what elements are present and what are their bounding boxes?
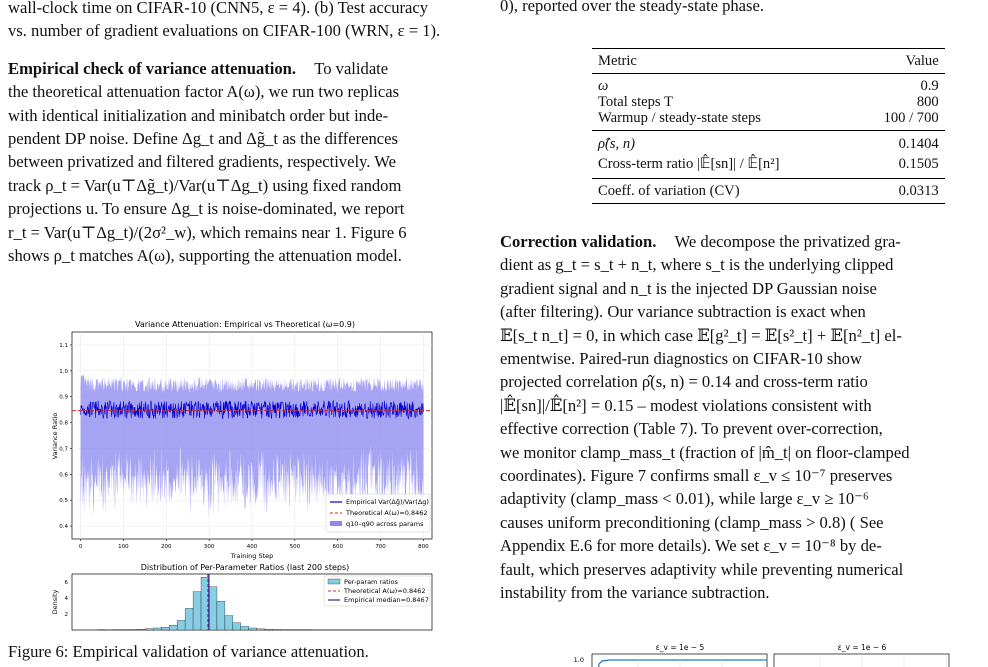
- chart2-bar: [225, 616, 233, 630]
- chart2-bar: [193, 592, 201, 630]
- table-header-metric: Metric: [598, 53, 637, 69]
- chart1-legend: [326, 494, 430, 532]
- chart1-ytick-label: 1.1: [59, 342, 68, 349]
- section-title: Empirical check of variance attenuation.: [8, 58, 297, 78]
- chart2-bar: [249, 628, 257, 630]
- chart1-ytick-label: 0.7: [59, 446, 68, 453]
- paragraph-line-5: ementwise. Paired-run diagnostics on CIFAR-10 show: [500, 349, 862, 369]
- chart1-xtick-label: 700: [375, 544, 386, 550]
- chart2-legend-theoretical: Theoretical A(ω)=0.8462: [344, 587, 426, 595]
- table7-caption-text: 0), reported over the steady-state phase.: [500, 0, 765, 15]
- chart2-legend-bars: Per-param ratios: [344, 578, 398, 586]
- chart2-bar: [209, 587, 217, 630]
- fig7-curve-left: [598, 660, 767, 667]
- chart1-ytick-label: 0.9: [59, 394, 68, 401]
- chart2-ytick-label: 2: [64, 612, 68, 618]
- paragraph-line-3: (after filtering). Our variance subtraction is exact when: [500, 302, 866, 322]
- chart1-ytick-label: 0.6: [59, 472, 68, 479]
- paragraph-line-5: track ρ_t = Var(u⊤Δg̃_t)/Var(u⊤Δg_t) using fixed random: [8, 175, 402, 195]
- figure6-caption: [8, 640, 492, 663]
- table-header-value: Value: [905, 53, 939, 69]
- chart2-bar: [273, 629, 281, 630]
- chart2-bar: [153, 628, 161, 630]
- chart2-bar: [177, 620, 185, 630]
- table-row: [592, 131, 945, 153]
- table-row: [592, 152, 945, 179]
- table-row: [592, 179, 945, 204]
- chart2-bar: [185, 608, 193, 630]
- chart2-content: [51, 574, 430, 630]
- figure-7: [570, 640, 950, 667]
- table-row: [592, 110, 945, 131]
- chart2-bar: [217, 601, 225, 630]
- chart1-xtick-label: 500: [289, 544, 301, 550]
- paragraph-line-6: projected correlation ρ̂(s, n) = 0.14 and cross-term ratio: [500, 372, 868, 392]
- fig7-grid-right: [820, 654, 946, 667]
- chart2-bar: [145, 629, 153, 630]
- chart1-xtick-label: 400: [246, 544, 258, 550]
- table-cell-value: 800: [916, 94, 939, 110]
- table-cell-value: 0.1404: [898, 136, 939, 152]
- paragraph-line-12: causes uniform preconditioning (clamp_mass > 0.8) ( See: [500, 512, 884, 532]
- chart2-bar: [169, 625, 177, 630]
- table-row: [592, 74, 945, 95]
- chart1-xtick-label: 200: [161, 544, 172, 550]
- chart2-ytick-label: 6: [64, 580, 68, 586]
- chart2-bar: [241, 626, 249, 630]
- chart1-xtick-label: 600: [332, 544, 343, 550]
- table-cell-metric: Total steps T: [598, 94, 673, 110]
- chart1-ytick-label: 0.4: [59, 524, 68, 531]
- section-title: Correction validation.: [500, 232, 657, 251]
- paragraph-line-7: r_t = Var(u⊤Δg_t)/(2σ²_w), which remains near 1. Figure 6: [8, 222, 407, 242]
- paragraph-line-11: adaptivity (clamp_mass < 0.01), while large ε_v ≥ 10⁻⁶: [500, 489, 869, 509]
- paragraph-line-0: We decompose the privatized gra-: [674, 232, 901, 251]
- table-cell-metric: ω: [598, 78, 609, 94]
- chart2-ytick-label: 4: [64, 596, 68, 602]
- chart2-bar: [257, 629, 265, 630]
- figure-6: [50, 318, 450, 636]
- chart2-bar: [161, 627, 169, 630]
- chart1-xlabel: Training Step: [230, 552, 274, 560]
- chart1-ytick-label: 0.5: [59, 498, 68, 505]
- chart1-y-ticks: [59, 343, 72, 530]
- paragraph-line-14: fault, which preserves adaptivity while preventing numerical: [500, 559, 904, 579]
- paragraph-line-7: |𝔼̂[sn]|/𝔼̂[n²] = 0.15 – modest violations consistent with: [500, 395, 872, 415]
- chart2-legend-bars-swatch: [328, 579, 340, 584]
- chart1-ylabel: Variance Ratio: [51, 412, 59, 460]
- table-cell-metric: Cross-term ratio |𝔼̂[sn]| / 𝔼̂[n²]: [598, 156, 780, 172]
- table-cell-value: 0.1505: [898, 156, 939, 172]
- figure6-caption-text: Figure 6: Empirical validation of variance attenuation.: [8, 642, 369, 661]
- paragraph-line-6: projections u. To ensure Δg_t is noise-dominated, we report: [8, 199, 405, 219]
- table7-caption-tail: [500, 0, 984, 17]
- variance-attenuation-paragraph: [8, 57, 492, 268]
- table-cell-value: 0.0313: [898, 183, 939, 199]
- chart1-xtick-label: 300: [203, 544, 215, 550]
- chart1-legend-band: q10–q90 across params: [346, 520, 424, 528]
- left-column: [8, 0, 492, 267]
- correction-validation-paragraph: [500, 230, 984, 605]
- caption-line-1: wall-clock time on CIFAR-10 (CNN5, ε = 4). (b) Test accuracy: [8, 0, 429, 17]
- fig7-title-left: ε_v = 1e − 5: [655, 643, 705, 652]
- chart1-ytick-label: 1.0: [59, 368, 68, 375]
- figure5-caption-tail: [8, 0, 492, 43]
- chart1-xtick-label: 0: [78, 544, 83, 550]
- chart1-legend-band-swatch: [330, 521, 342, 526]
- table-cell-metric: Warmup / steady-state steps: [598, 110, 761, 126]
- table-cell-metric: ρ̂(s, n): [598, 136, 635, 152]
- table-row: [592, 94, 945, 110]
- table-cell-value: 0.9: [920, 78, 939, 94]
- caption-line-2: vs. number of gradient evaluations on CIFAR-100 (WRN, ε = 1).: [8, 21, 441, 41]
- chart2-ylabel: Density: [51, 589, 59, 615]
- fig7-title-right: ε_v = 1e − 6: [837, 643, 887, 652]
- chart2-bar: [233, 623, 241, 630]
- chart1-ytick-label: 0.8: [59, 420, 68, 427]
- paragraph-line-15: instability from the variance subtraction.: [500, 583, 770, 603]
- paragraph-line-8: effective correction (Table 7). To prevent over-correction,: [500, 419, 883, 439]
- fig7-ytick: 1.0: [573, 656, 584, 664]
- chart1-x-ticks: [79, 539, 429, 550]
- paragraph-line-4: between privatized and filtered gradients, respectively. We: [8, 152, 396, 172]
- paragraph-line-8: shows ρ_t matches A(ω), supporting the attenuation model.: [8, 246, 402, 266]
- table-cell-metric: Coeff. of variation (CV): [598, 183, 740, 199]
- paragraph-line-13: Appendix E.6 for more details). We set ε_v = 10⁻⁸ by de-: [500, 536, 882, 556]
- chart1-legend-empirical: Empirical Var(Δg̃)/Var(Δg): [346, 498, 429, 506]
- paragraph-line-1: dient as g_t = s_t + n_t, where s_t is the underlying clipped: [500, 255, 894, 275]
- table-7: [592, 48, 945, 204]
- chart1-xtick-label: 100: [118, 544, 129, 550]
- chart1-legend-theoretical: Theoretical A(ω)=0.8462: [346, 509, 428, 517]
- chart2-bar: [265, 629, 273, 630]
- paragraph-line-9: we monitor clamp_mass_t (fraction of |m̂_t| on floor-clamped: [500, 442, 910, 462]
- table-header-row: [592, 49, 945, 74]
- paragraph-line-3: pendent DP noise. Define Δg_t and Δg̃_t as the differences: [8, 129, 398, 149]
- chart2-title: Distribution of Per-Parameter Ratios (last 200 steps): [140, 563, 350, 572]
- table-cell-value: 100 / 700: [883, 110, 939, 126]
- paragraph-line-2: gradient signal and n_t is the injected DP Gaussian noise: [500, 278, 877, 298]
- fig7-panel-right: [774, 654, 949, 667]
- chart2-bar: [137, 629, 145, 630]
- chart2-legend-median: Empirical median=0.8467: [344, 596, 429, 604]
- chart1-title: Variance Attenuation: Empirical vs Theoretical (ω=0.9): [134, 320, 356, 329]
- chart-variance-attenuation: [51, 320, 432, 560]
- paragraph-line-10: coordinates). Figure 7 confirms small ε_v ≤ 10⁻⁷ preserves: [500, 466, 893, 486]
- paragraph-line-0: To validate: [314, 58, 389, 78]
- paragraph-line-1: the theoretical attenuation factor A(ω), we run two replicas: [8, 82, 400, 102]
- chart1-xtick-label: 800: [418, 544, 429, 550]
- paragraph-line-4: 𝔼[s_t n_t] = 0, in which case 𝔼[g²_t] = 𝔼[s²_t] + 𝔼[n²_t] el-: [500, 325, 902, 345]
- paragraph-line-2: with identical initialization and minibatch order but inde-: [8, 105, 389, 125]
